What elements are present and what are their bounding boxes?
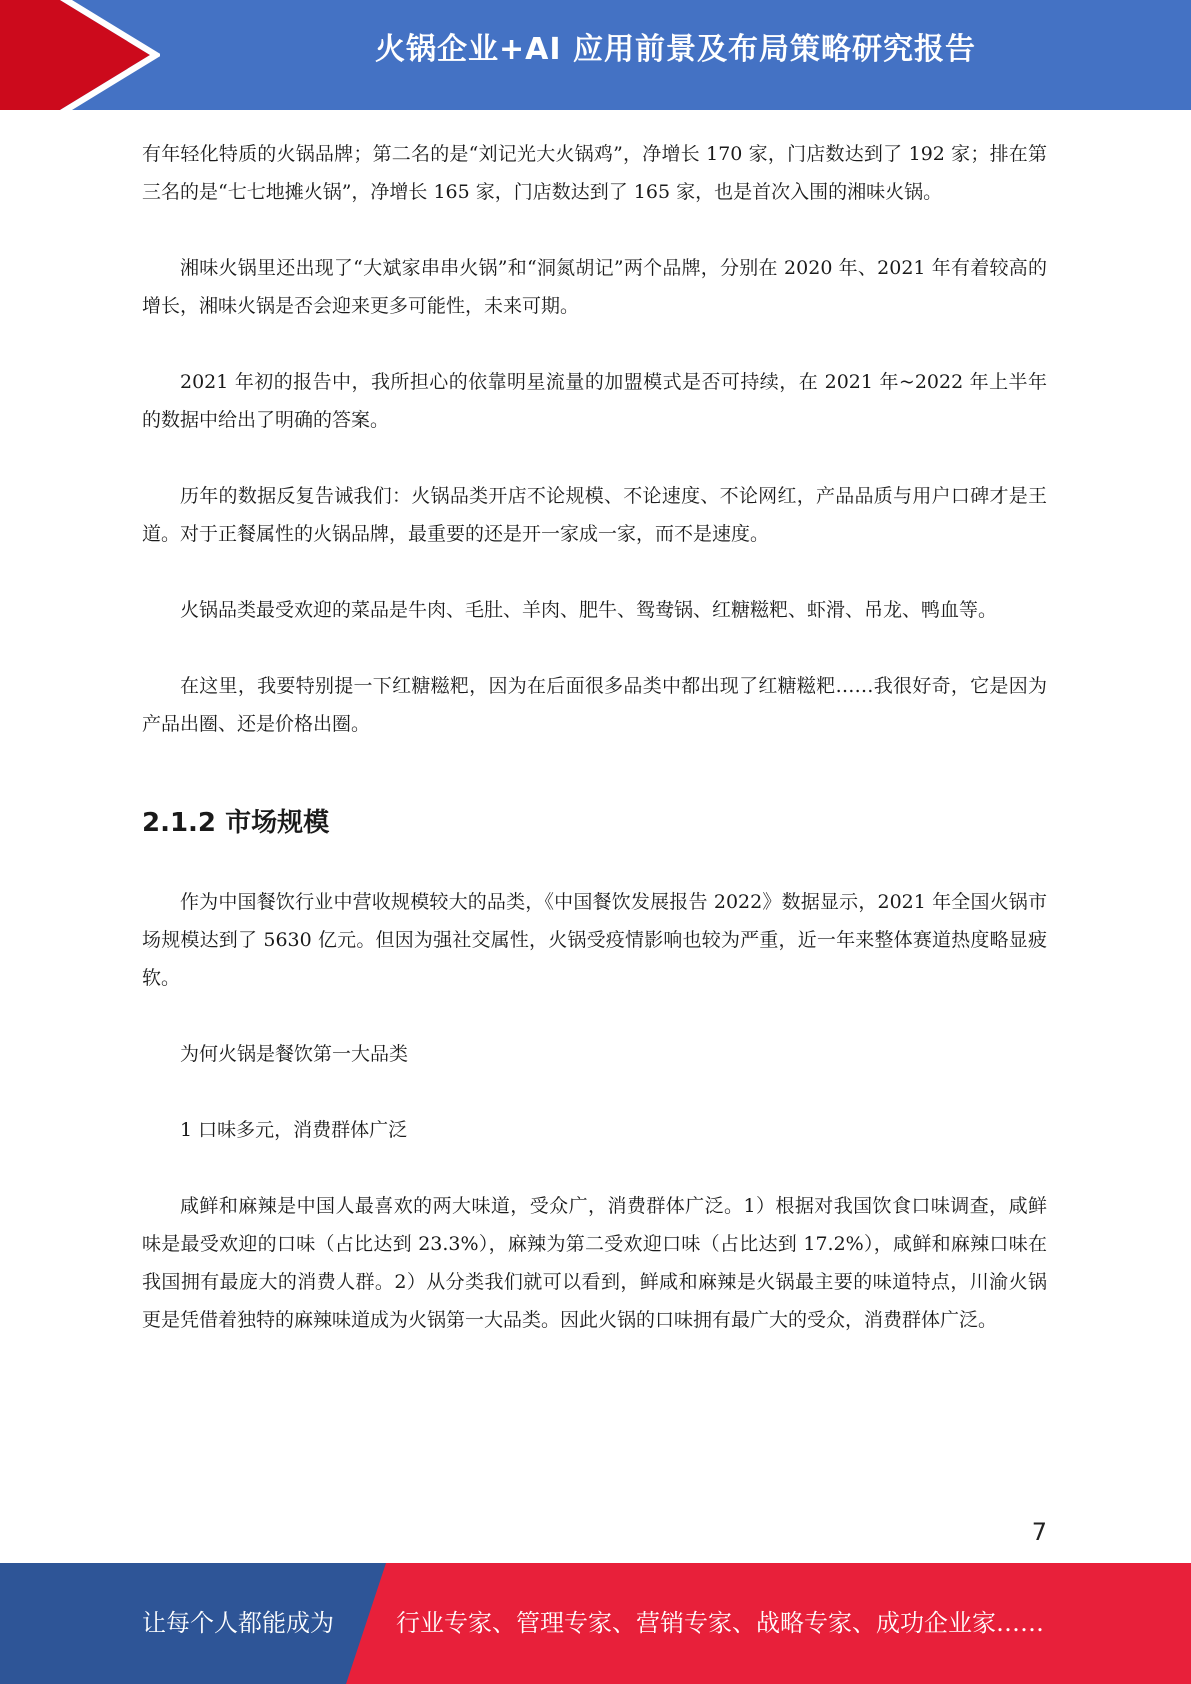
- page-content: [142, 135, 1047, 1377]
- paragraph: 历年的数据反复告诫我们：火锅品类开店不论规模、不论速度、不论网红，产品品质与用户口碑才是王道。对于正餐属性的火锅品牌，最重要的还是开一家成一家，而不是速度。: [142, 485, 1047, 545]
- red-chevron-icon: [0, 0, 160, 110]
- paragraph: 湘味火锅里还出现了“大斌家串串火锅”和“洞氮胡记”两个品牌，分别在 2020 年、2021 年有着较高的增长，湘味火锅是否会迎来更多可能性，未来可期。: [142, 257, 1047, 317]
- subheading: 为何火锅是餐饮第一大品类: [180, 1043, 409, 1065]
- footer-slogan-right: 行业专家、管理专家、营销专家、战略专家、成功企业家……: [396, 1609, 1044, 1637]
- paragraph: 作为中国餐饮行业中营收规模较大的品类，《中国餐饮发展报告 2022》数据显示，2021 年全国火锅市场规模达到了 5630 亿元。但因为强社交属性，火锅受疫情影响也较为严重，近一年来整体赛道热度略显疲软。: [142, 891, 1047, 989]
- paragraph: 火锅品类最受欢迎的菜品是牛肉、毛肚、羊肉、肥牛、鸳鸯锅、红糖糍粑、虾滑、吊龙、鸭血等。: [180, 599, 998, 621]
- paragraph: 在这里，我要特别提一下红糖糍粑，因为在后面很多品类中都出现了红糖糍粑……我很好奇，它是因为产品出圈、还是价格出圈。: [142, 675, 1047, 735]
- section-heading: 2.1.2 市场规模: [142, 808, 330, 838]
- report-title: 火锅企业+AI 应用前景及布局策略研究报告: [375, 32, 976, 67]
- footer-banner: [0, 1563, 1191, 1684]
- header-banner: [0, 0, 1191, 110]
- page-number: 7: [1031, 1518, 1047, 1546]
- paragraph: 有年轻化特质的火锅品牌；第二名的是“刘记光大火锅鸡”，净增长 170 家，门店数达到了 192 家；排在第三名的是“七七地摊火锅”，净增长 165 家，门店数达到了 165 家，也是首次入围的湘味火锅。: [142, 143, 1047, 203]
- paragraph: 2021 年初的报告中，我所担心的依靠明星流量的加盟模式是否可持续，在 2021 年~2022 年上半年的数据中给出了明确的答案。: [142, 371, 1047, 431]
- paragraph: 咸鲜和麻辣是中国人最喜欢的两大味道，受众广，消费群体广泛。1）根据对我国饮食口味调查，咸鲜味是最受欢迎的口味（占比达到 23.3%），麻辣为第二受欢迎口味（占比达到 17.2%），咸鲜和麻辣口味在我国拥有最庞大的消费人群。2）从分类我们就可以看到，鲜咸和麻辣是火锅最主要的味道特点，川渝火锅更是凭借着独特的麻辣味道成为火锅第一大品类。因此火锅的口味拥有最广大的受众，消费群体广泛。: [142, 1195, 1047, 1331]
- list-item-heading: 1 口味多元，消费群体广泛: [180, 1119, 408, 1141]
- footer-slogan-left: 让每个人都能成为: [142, 1609, 334, 1637]
